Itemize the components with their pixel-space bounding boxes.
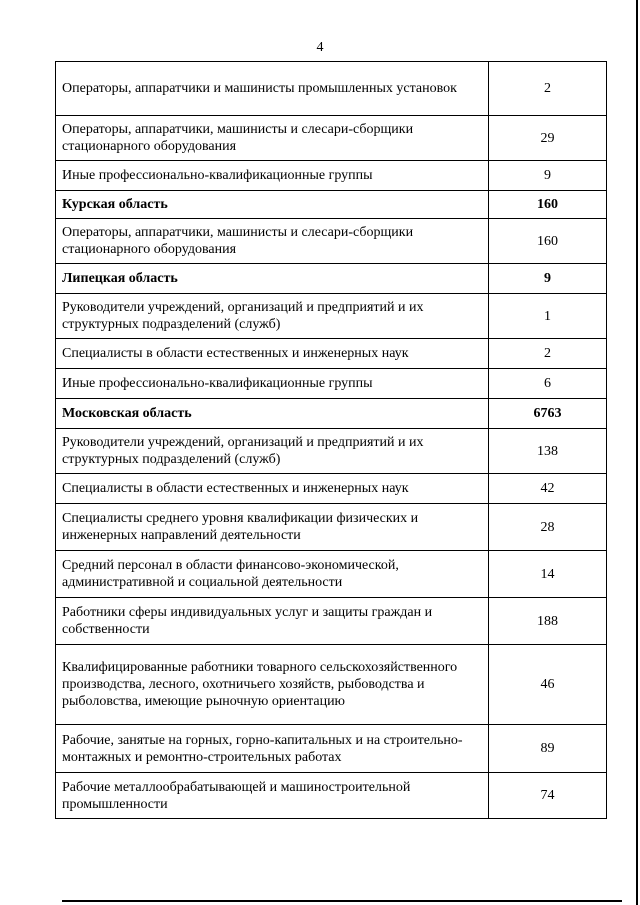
row-value: 188	[489, 598, 607, 645]
row-label: Иные профессионально-квалификационные группы	[56, 161, 489, 191]
table-row	[56, 474, 607, 504]
row-label: Руководители учреждений, организаций и предприятий и их структурных подразделений (служб)	[56, 429, 489, 474]
table-row	[56, 773, 607, 819]
table-row	[56, 429, 607, 474]
row-label: Иные профессионально-квалификационные группы	[56, 369, 489, 399]
row-value: 2	[489, 339, 607, 369]
row-label: Операторы, аппаратчики и машинисты промышленных установок	[56, 62, 489, 116]
region-value: 9	[489, 264, 607, 294]
row-value: 6	[489, 369, 607, 399]
table-row	[56, 116, 607, 161]
row-value: 14	[489, 551, 607, 598]
table-row	[56, 339, 607, 369]
data-table	[55, 61, 607, 819]
row-label: Операторы, аппаратчики, машинисты и слесари-сборщики стационарного оборудования	[56, 116, 489, 161]
region-row	[56, 191, 607, 219]
row-label: Специалисты среднего уровня квалификации физических и инженерных направлений деятельности	[56, 504, 489, 551]
table-row	[56, 598, 607, 645]
row-label: Средний персонал в области финансово-экономической, административной и социальной деятельности	[56, 551, 489, 598]
row-value: 160	[489, 219, 607, 264]
table-row	[56, 161, 607, 191]
scan-edge-bottom	[62, 900, 622, 902]
region-row	[56, 399, 607, 429]
region-value: 6763	[489, 399, 607, 429]
region-row	[56, 264, 607, 294]
table-row	[56, 551, 607, 598]
row-value: 74	[489, 773, 607, 819]
row-value: 89	[489, 725, 607, 773]
region-value: 160	[489, 191, 607, 219]
row-label: Руководители учреждений, организаций и предприятий и их структурных подразделений (служб)	[56, 294, 489, 339]
row-label: Операторы, аппаратчики, машинисты и слесари-сборщики стационарного оборудования	[56, 219, 489, 264]
row-label: Специалисты в области естественных и инженерных наук	[56, 339, 489, 369]
region-label: Московская область	[56, 399, 489, 429]
page-number: 4	[316, 40, 324, 55]
row-label: Работники сферы индивидуальных услуг и защиты граждан и собственности	[56, 598, 489, 645]
row-label: Специалисты в области естественных и инженерных наук	[56, 474, 489, 504]
table-row	[56, 369, 607, 399]
table-row	[56, 504, 607, 551]
region-label: Липецкая область	[56, 264, 489, 294]
row-value: 1	[489, 294, 607, 339]
row-label: Рабочие металлообрабатывающей и машиностроительной промышленности	[56, 773, 489, 819]
row-value: 28	[489, 504, 607, 551]
scan-edge-right	[636, 0, 638, 905]
table-row	[56, 219, 607, 264]
table-row	[56, 294, 607, 339]
table-row	[56, 645, 607, 725]
row-value: 42	[489, 474, 607, 504]
row-label: Квалифицированные работники товарного сельскохозяйственного производства, лесного, охотничьего хозяйств, рыбоводства и рыболовства, имеющие рыночную ориентацию	[56, 645, 489, 725]
row-label: Рабочие, занятые на горных, горно-капитальных и на строительно-монтажных и ремонтно-строительных работах	[56, 725, 489, 773]
row-value: 2	[489, 62, 607, 116]
row-value: 29	[489, 116, 607, 161]
row-value: 46	[489, 645, 607, 725]
row-value: 9	[489, 161, 607, 191]
table-row	[56, 62, 607, 116]
region-label: Курская область	[56, 191, 489, 219]
table-row	[56, 725, 607, 773]
row-value: 138	[489, 429, 607, 474]
